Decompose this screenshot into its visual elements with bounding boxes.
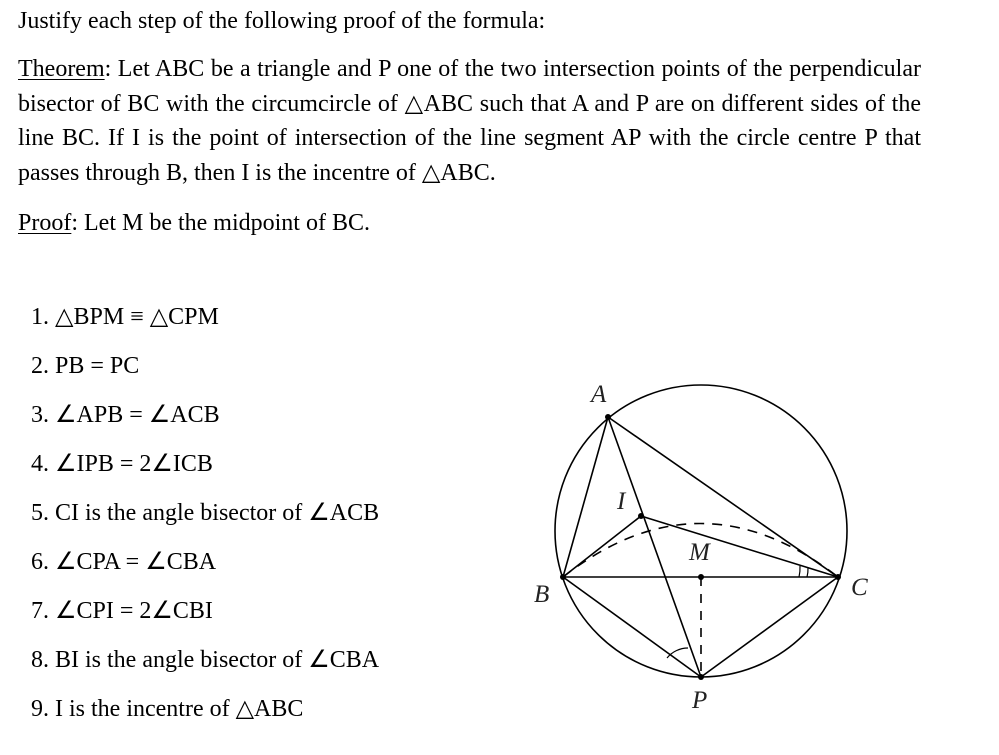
segment-bp <box>563 577 701 677</box>
point-c <box>835 574 841 580</box>
point-m <box>698 574 704 580</box>
theorem-label: Theorem <box>18 56 105 82</box>
proof-step-2: 2. PB = PC <box>31 353 140 379</box>
angle-mark-c-1 <box>807 568 808 577</box>
proof-step-9: 9. I is the incentre of △ABC <box>31 696 304 722</box>
point-b <box>560 574 566 580</box>
segment-cp <box>701 577 838 677</box>
proof-step-6: 6. ∠CPA = ∠CBA <box>31 549 217 575</box>
proof-step-8: 8. BI is the angle bisector of ∠CBA <box>31 647 380 673</box>
label-m: M <box>689 539 710 566</box>
proof-statement: : Let M be the midpoint of BC. <box>71 210 370 236</box>
label-p: P <box>692 687 708 714</box>
angle-mark-p <box>667 648 688 658</box>
segment-ci <box>641 516 838 577</box>
proof-step-1: 1. △BPM ≡ △CPM <box>31 304 219 330</box>
point-i <box>638 513 644 519</box>
point-a <box>605 414 611 420</box>
segment-bi <box>563 516 641 577</box>
proof-label: Proof <box>18 210 72 236</box>
proof-step-4: 4. ∠IPB = 2∠ICB <box>31 451 213 477</box>
segment-ap <box>608 417 701 677</box>
label-c: C <box>851 574 868 601</box>
point-p <box>698 674 704 680</box>
intro-text: Justify each step of the following proof of the formula: <box>18 8 546 34</box>
angle-mark-c-2 <box>799 566 800 577</box>
label-b: B <box>534 581 550 608</box>
theorem-statement: : Let ABC be a triangle and P one of the two intersection points of the perpendicular bisector of BC with the circumcircle of △ABC such that A and P are on different sides of the line BC. If I is the point of intersection of the line segment AP with the circle centre P that passes through B, then I is the incentre of △ABC. <box>18 56 921 186</box>
label-a: A <box>591 381 607 408</box>
proof-step-5: 5. CI is the angle bisector of ∠ACB <box>31 500 380 526</box>
proof-step-3: 3. ∠APB = ∠ACB <box>31 402 220 428</box>
label-i: I <box>617 488 626 515</box>
proof-step-7: 7. ∠CPI = 2∠CBI <box>31 598 213 624</box>
